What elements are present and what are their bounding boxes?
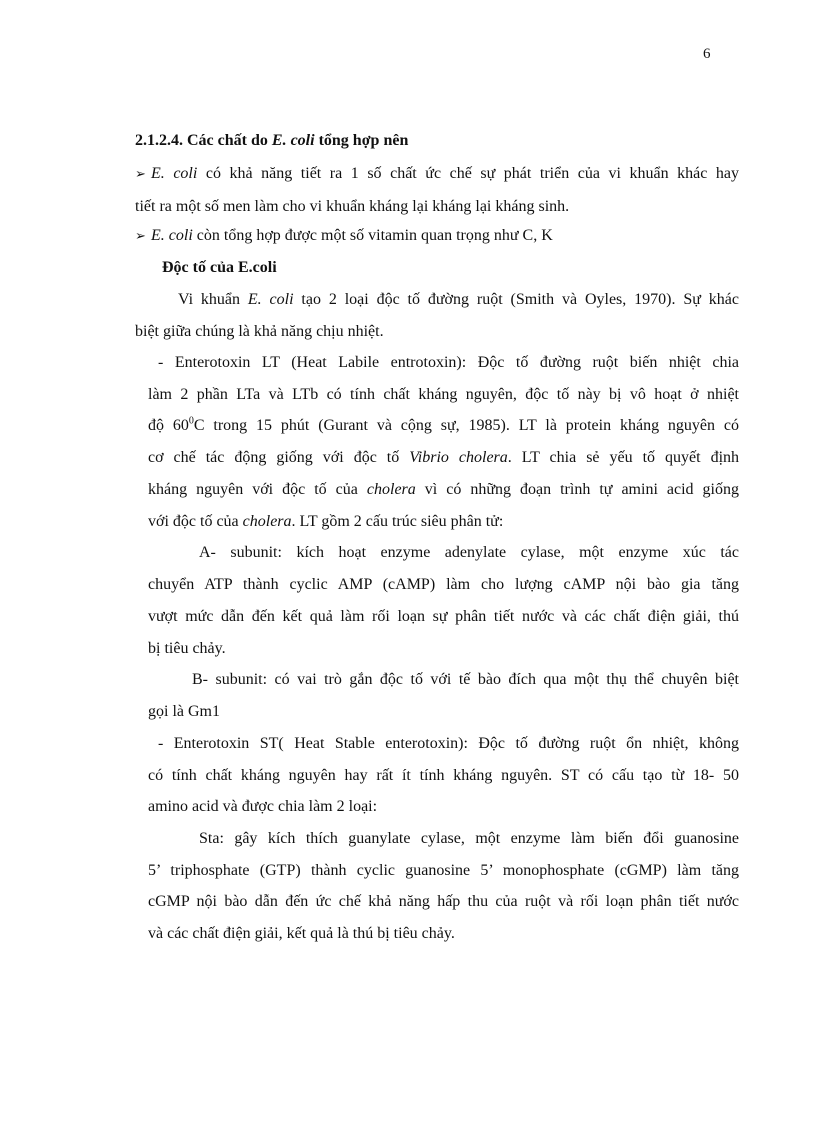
arrow-bullet-icon: ➢ bbox=[135, 166, 146, 181]
paragraph-line: biệt giữa chúng là khả năng chịu nhiệt. bbox=[135, 323, 384, 340]
paragraph-line: 5’ triphosphate (GTP) thành cyclic guanosine 5’ monophosphate (cGMP) làm tăng bbox=[148, 862, 739, 879]
arrow-bullet-icon: ➢ bbox=[135, 228, 146, 243]
list-item-lt: - Enterotoxin LT (Heat Labile entrotoxin): Độc tố đường ruột biến nhiệt chia bbox=[158, 354, 739, 371]
paragraph-line: bị tiêu chảy. bbox=[148, 640, 226, 657]
list-item-st: - Enterotoxin ST( Heat Stable enterotoxin): Độc tố đường ruột ổn nhiệt, không bbox=[158, 735, 739, 752]
subsection-heading: Độc tố của E.coli bbox=[162, 259, 277, 276]
paragraph-line: A- subunit: kích hoạt enzyme adenylate cylase, một enzyme xúc tác bbox=[199, 544, 739, 561]
paragraph-line: amino acid và được chia làm 2 loại: bbox=[148, 798, 378, 815]
paragraph-line: kháng nguyên với độc tố của cholera vì có những đoạn trình tự amini acid giống bbox=[148, 481, 740, 498]
page-number: 6 bbox=[703, 46, 711, 62]
paragraph-line: cGMP nội bào dẫn đến ức chế khả năng hấp thu của ruột và rối loạn phân tiết nước bbox=[148, 893, 739, 910]
bullet-item-1: ➢ E. coli có khả năng tiết ra 1 số chất ức chế sự phát triển của vi khuẩn khác hay bbox=[135, 165, 739, 182]
paragraph-line: vượt mức dẫn đến kết quả làm rối loạn sự phân tiết nước và các chất điện giải, thú bbox=[148, 608, 739, 625]
paragraph-line: làm 2 phần LTa và LTb có tính chất kháng nguyên, độc tố này bị vô hoạt ở nhiệt bbox=[148, 386, 739, 403]
paragraph-line: cơ chế tác động giống với độc tố Vibrio cholera. LT chia sẻ yếu tố quyết định bbox=[148, 449, 740, 466]
paragraph-line: độ $60^0C$ trong 15 phút (Gurant và cộng sự, 1985). LT là protein kháng nguyên có bbox=[148, 415, 740, 434]
paragraph-line: tiết ra một số men làm cho vi khuẩn kháng lại kháng lại kháng sinh. bbox=[135, 198, 570, 215]
bullet-item-2: ➢ E. coli còn tổng hợp được một số vitamin quan trọng như C, K bbox=[135, 227, 553, 244]
paragraph-line: B- subunit: có vai trò gắn độc tố với tế bào đích qua một thụ thể chuyên biệt bbox=[192, 671, 739, 688]
paragraph-line: Sta: gây kích thích guanylate cylase, một enzyme làm biến đổi guanosine bbox=[199, 830, 739, 847]
paragraph-line: và các chất điện giải, kết quả là thú bị tiêu chảy. bbox=[148, 925, 455, 942]
paragraph-line: gọi là Gm1 bbox=[148, 703, 220, 720]
paragraph-line: chuyển ATP thành cyclic AMP (cAMP) làm cho lượng cAMP nội bào gia tăng bbox=[148, 576, 739, 593]
paragraph-line: với độc tố của cholera. LT gồm 2 cấu trúc siêu phân tử: bbox=[148, 513, 504, 530]
paragraph-line: Vi khuẩn E. coli tạo 2 loại độc tố đường ruột (Smith và Oyles, 1970). Sự khác bbox=[178, 291, 739, 308]
section-heading: 2.1.2.4. Các chất do E. coli tổng hợp nên bbox=[135, 132, 409, 149]
paragraph-line: có tính chất kháng nguyên hay rất ít tính kháng nguyên. ST có cấu tạo từ 18- 50 bbox=[148, 767, 739, 784]
